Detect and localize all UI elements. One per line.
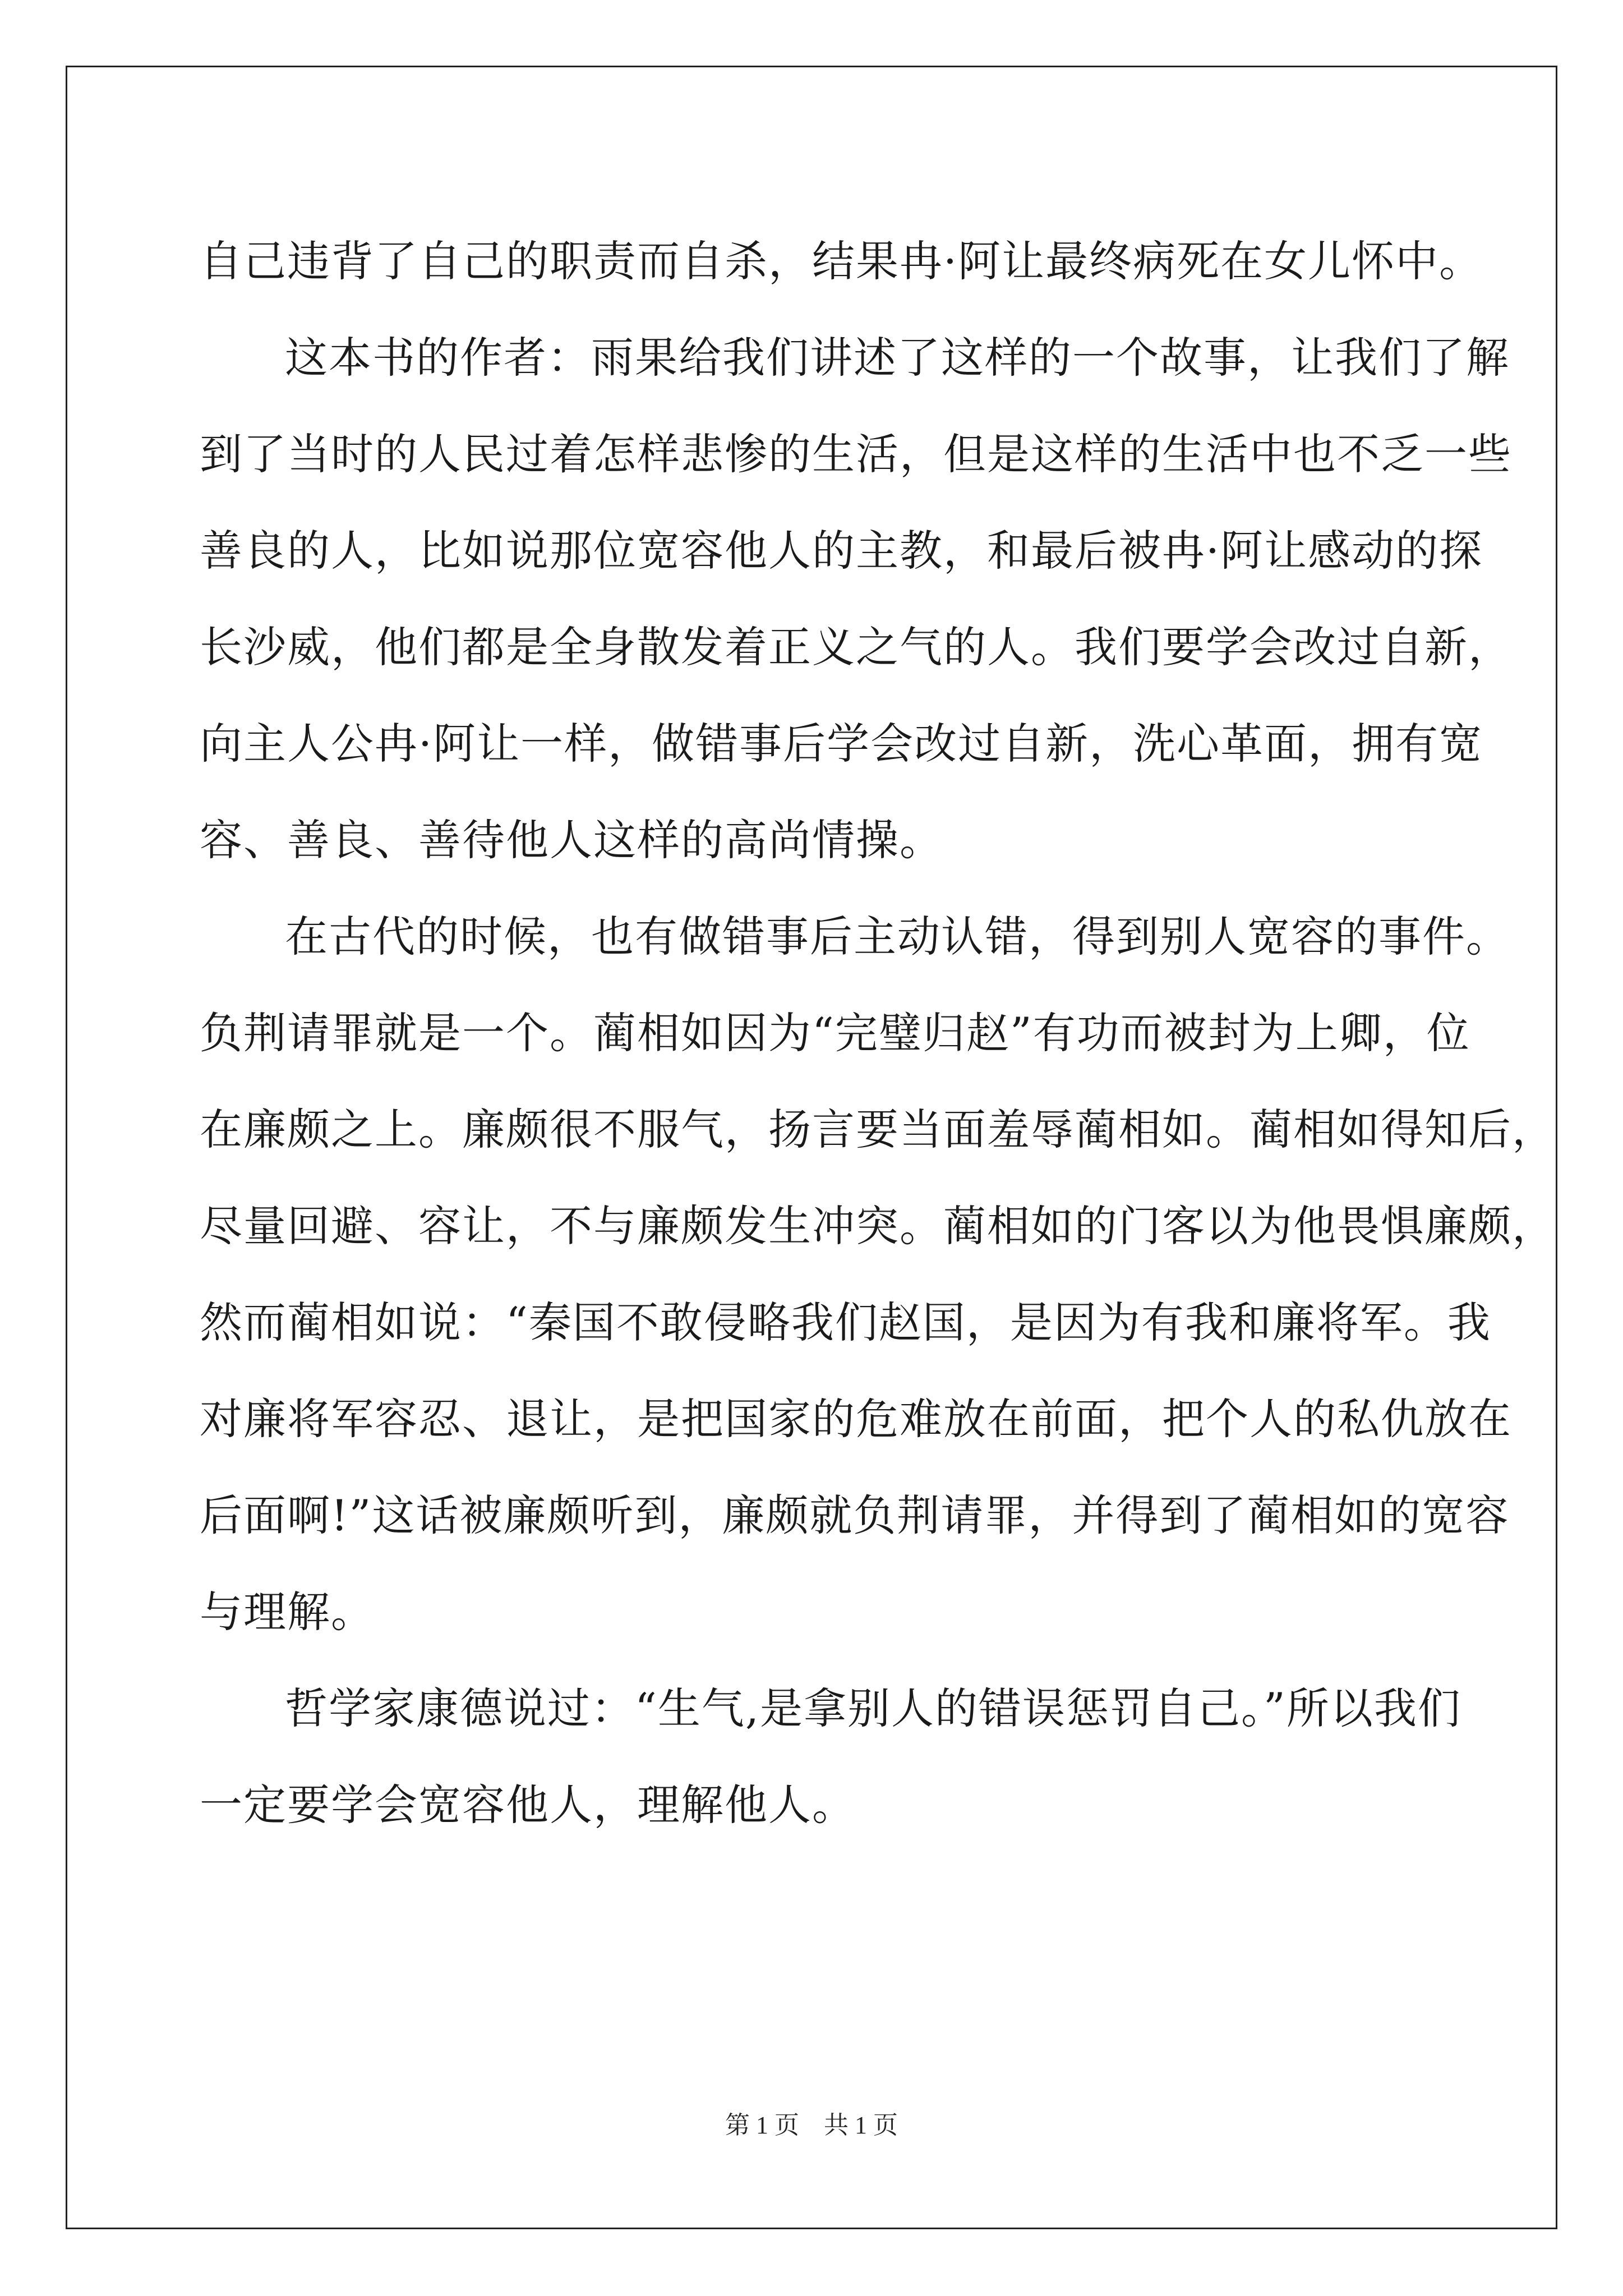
text-line: 这本书的作者：雨果给我们讲述了这样的一个故事，让我们了解 [285, 333, 1510, 383]
text-line: 后面啊!”这话被廉颇听到，廉颇就负荆请罪，并得到了蔺相如的宽容 [200, 1490, 1510, 1540]
text-line: 到了当时的人民过着怎样悲惨的生活，但是这样的生活中也不乏一些 [200, 429, 1512, 479]
text-line: 哲学家康德说过：“生气,是拿别人的错误惩罚自己。”所以我们 [285, 1683, 1461, 1733]
text-line: 长沙威，他们都是全身散发着正义之气的人。我们要学会改过自新， [200, 622, 1512, 672]
text-line: 善良的人，比如说那位宽容他人的主教，和最后被冉·阿让感动的探 [200, 526, 1483, 576]
document-body [200, 213, 1556, 1853]
text-line: 对廉将军容忍、退让，是把国家的危难放在前面，把个人的私仇放在 [200, 1394, 1512, 1444]
text-line: 一定要学会宽容他人，理解他人。 [200, 1780, 856, 1830]
text-line: 与理解。 [200, 1587, 375, 1637]
text-line: 在古代的时候，也有做错事后主动认错，得到别人宽容的事件。 [285, 912, 1510, 961]
page-number-footer: 第 1 页 共 1 页 [725, 2111, 898, 2139]
text-line: 容、善良、善待他人这样的高尚情操。 [200, 815, 943, 865]
text-line: 然而蔺相如说：“秦国不敢侵略我们赵国，是因为有我和廉将军。我 [200, 1297, 1491, 1347]
text-line: 在廉颇之上。廉颇很不服气，扬言要当面羞辱蔺相如。蔺相如得知后， [200, 1105, 1556, 1154]
text-line: 尽量回避、容让，不与廉颇发生冲突。蔺相如的门客以为他畏惧廉颇， [200, 1201, 1556, 1251]
text-line: 负荆请罪就是一个。蔺相如因为“完璧归赵”有功而被封为上卿，位 [200, 1008, 1470, 1058]
text-line: 自己违背了自己的职责而自杀，结果冉·阿让最终病死在女儿怀中。 [200, 236, 1483, 286]
text-line: 向主人公冉·阿让一样，做错事后学会改过自新，洗心革面，拥有宽 [200, 719, 1483, 769]
